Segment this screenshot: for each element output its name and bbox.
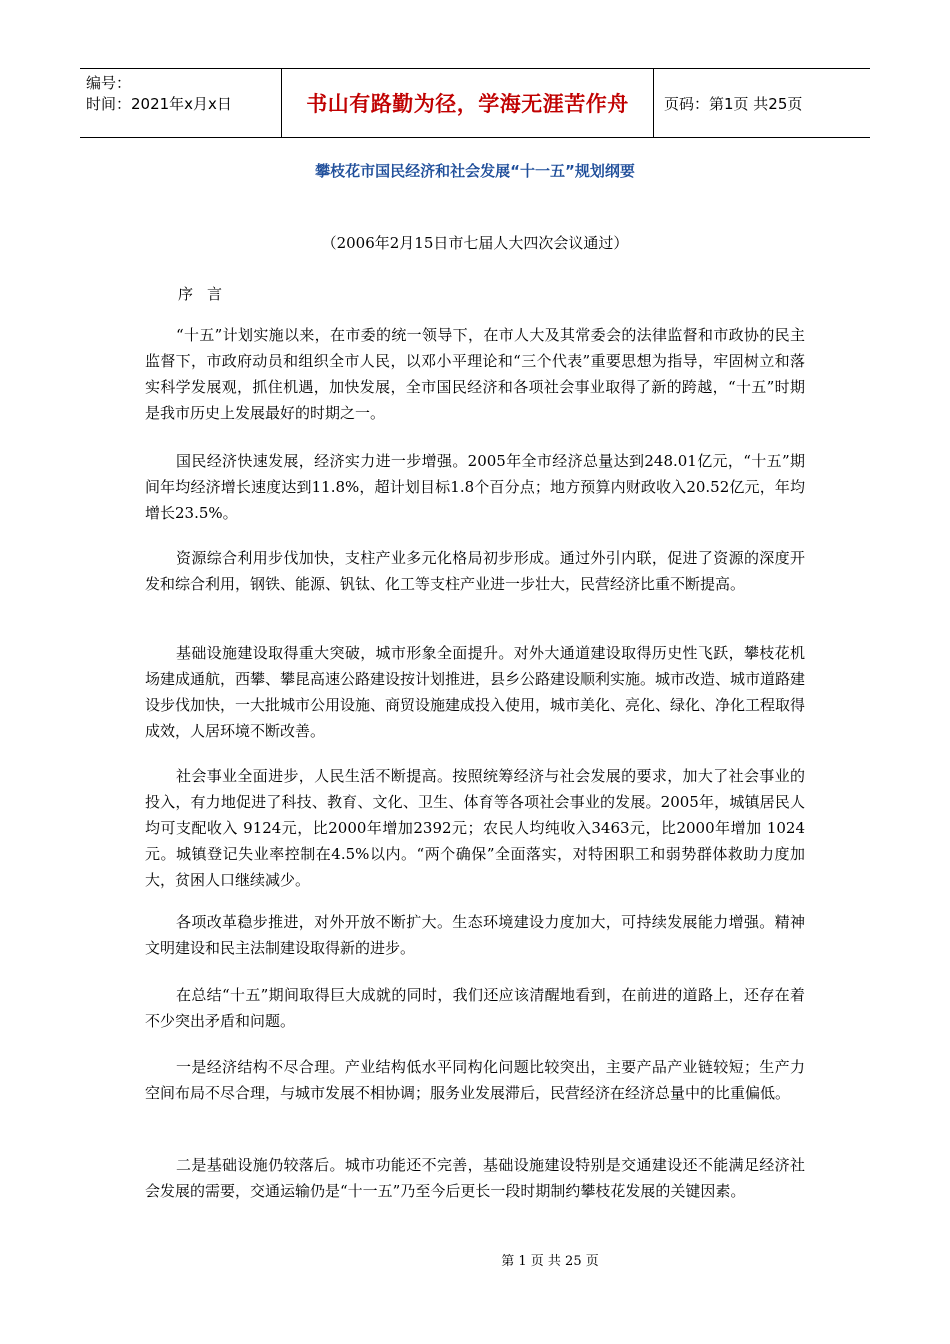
page-footer: 第 1 页 共 25 页 bbox=[501, 1254, 599, 1269]
paragraph-3: 资源综合利用步伐加快，支柱产业多元化格局初步形成。通过外引内联，促进了资源的深度开发和综合利用，钢铁、能源、钒钛、化工等支柱产业进一步壮大，民营经济比重不断提高。 bbox=[145, 549, 805, 593]
header-motto: 书山有路勤为径，学海无涯苦作舟 bbox=[282, 69, 654, 137]
paragraph-9: 二是基础设施仍较落后。城市功能还不完善，基础设施建设特别是交通建设还不能满足经济社会发展的需要，交通运输仍是“十一五”乃至今后更长一段时期制约攀枝花发展的关键因素。 bbox=[145, 1156, 805, 1200]
document-title: 攀枝花市国民经济和社会发展“十一五”规划纲要 bbox=[315, 162, 635, 180]
preface-heading: 序言 bbox=[178, 285, 237, 303]
paragraph-8: 一是经济结构不尽合理。产业结构低水平同构化问题比较突出，主要产品产业链较短；生产力空间布局不尽合理，与城市发展不相协调；服务业发展滞后，民营经济在经济总量中的比重偏低。 bbox=[145, 1058, 805, 1102]
paragraph-6: 各项改革稳步推进，对外开放不断扩大。生态环境建设力度加大，可持续发展能力增强。精神文明建设和民主法制建设取得新的进步。 bbox=[145, 913, 805, 957]
document-number-label: 编号： bbox=[86, 74, 132, 92]
paragraph-5: 社会事业全面进步，人民生活不断提高。按照统筹经济与社会发展的要求，加大了社会事业的投入，有力地促进了科技、教育、文化、卫生、体育等各项社会事业的发展。2005年，城镇居民人均可支配收入 9124元，比2000年增加2392元；农民人均纯收入3463元，比2000年增加 1024元。城镇登记失业率控制在4.5%以内。“两个确保”全面落实，对特困职工和弱势群体救助力度加大，贫困人口继续减少。 bbox=[145, 767, 805, 889]
header-table bbox=[80, 68, 870, 138]
paragraph-1: “十五”计划实施以来，在市委的统一领导下，在市人大及其常委会的法律监督和市政协的民主监督下，市政府动员和组织全市人民，以邓小平理论和“三个代表”重要思想为指导，牢固树立和落实科学发展观，抓住机遇，加快发展，全市国民经济和各项社会事业取得了新的跨越，“十五”时期是我市历史上发展最好的时期之一。 bbox=[145, 326, 805, 422]
paragraph-2: 国民经济快速发展，经济实力进一步增强。2005年全市经济总量达到248.01亿元，“十五”期间年均经济增长速度达到11.8%，超计划目标1.8个百分点；地方预算内财政收入20.52亿元，年均增长23.5%。 bbox=[145, 452, 805, 522]
paragraph-7: 在总结“十五”期间取得巨大成就的同时，我们还应该清醒地看到，在前进的道路上，还存在着不少突出矛盾和问题。 bbox=[145, 986, 805, 1030]
header-page-info: 页码：第1页 共25页 bbox=[664, 94, 803, 113]
paragraph-4: 基础设施建设取得重大突破，城市形象全面提升。对外大通道建设取得历史性飞跃，攀枝花机场建成通航，西攀、攀昆高速公路建设按计划推进，县乡公路建设顺利实施。城市改造、城市道路建设步伐加快，一大批城市公用设施、商贸设施建成投入使用，城市美化、亮化、绿化、净化工程取得成效，人居环境不断改善。 bbox=[145, 644, 806, 740]
document-time-label: 时间：2021年x月x日 bbox=[86, 95, 232, 113]
header-meta-cell bbox=[80, 69, 282, 137]
document-subtitle: （2006年2月15日市七届人大四次会议通过） bbox=[321, 234, 629, 252]
